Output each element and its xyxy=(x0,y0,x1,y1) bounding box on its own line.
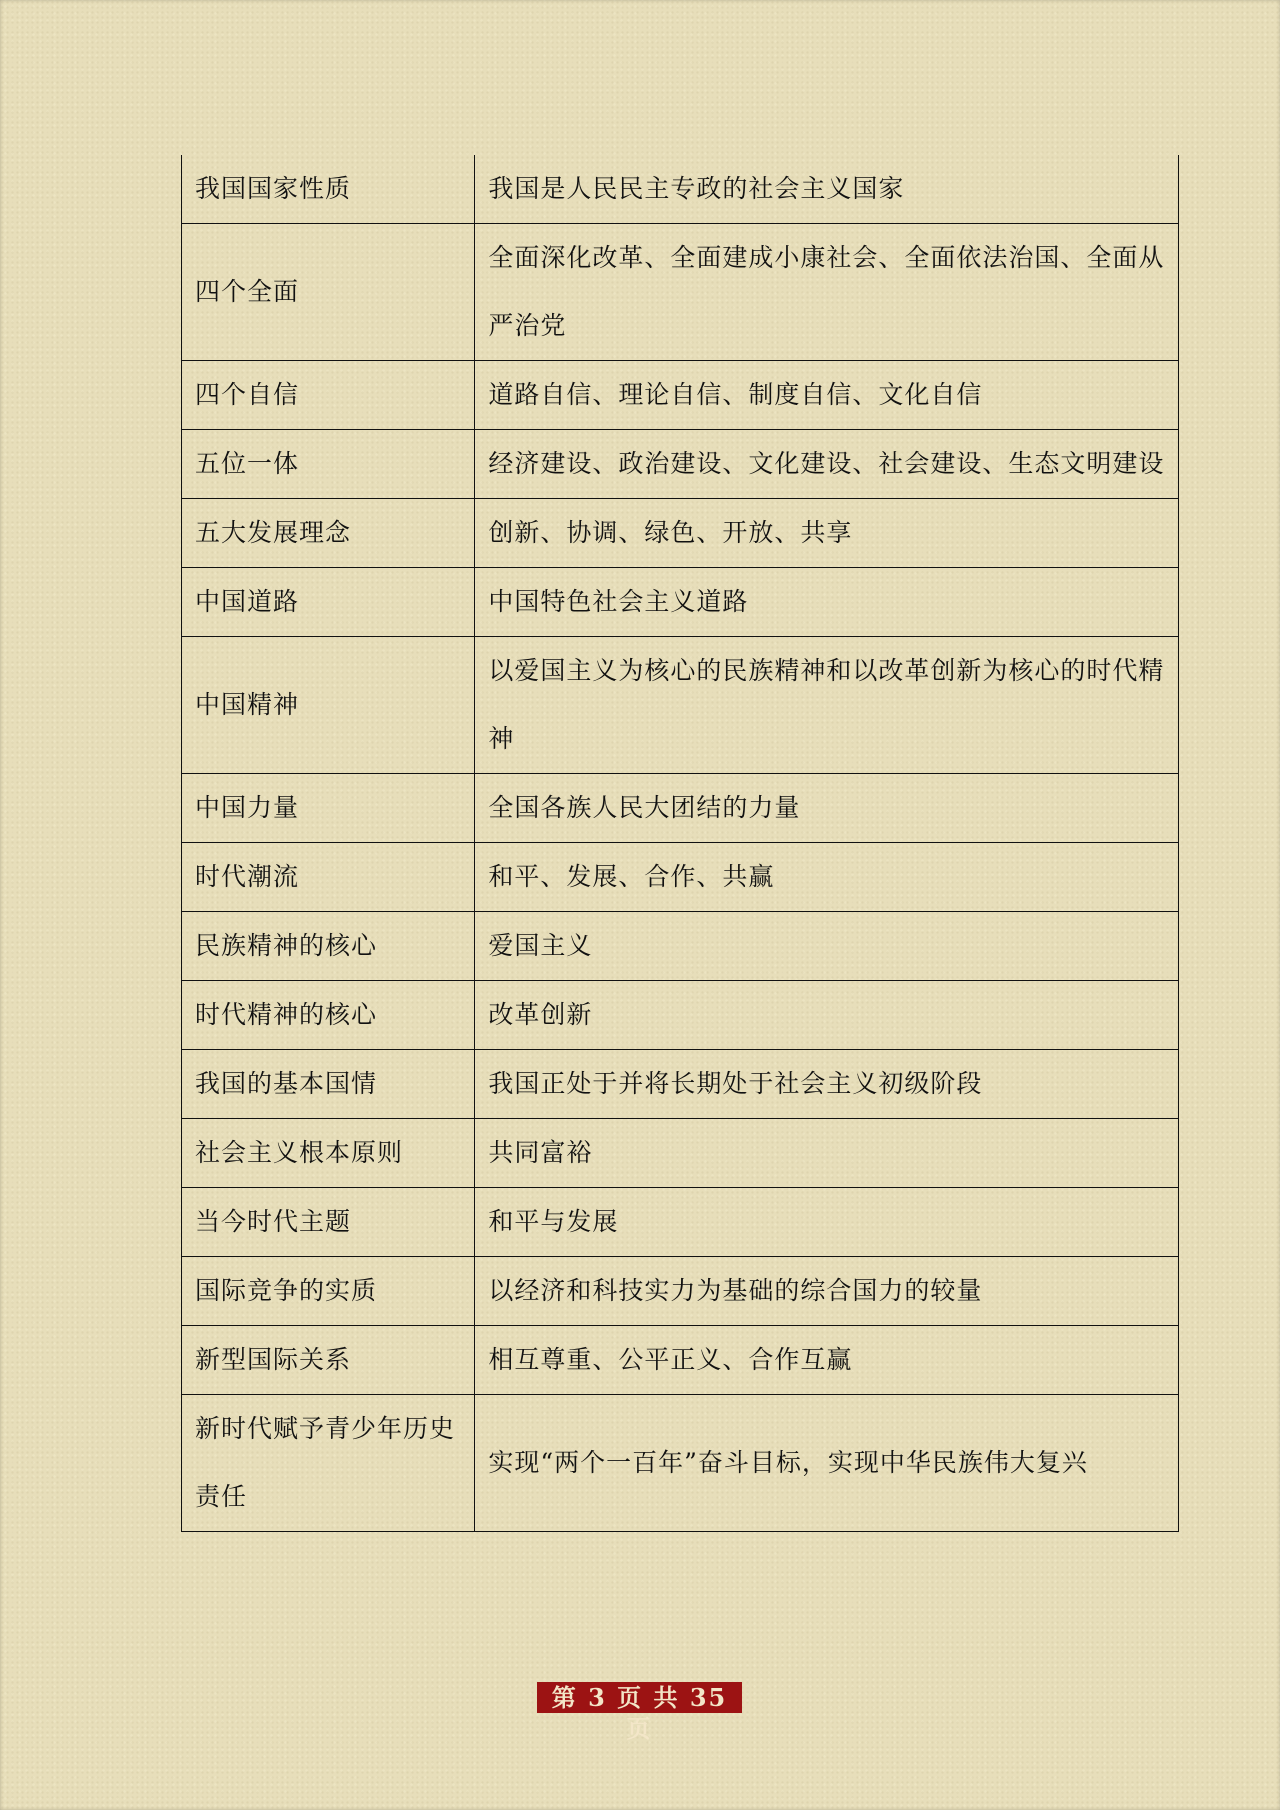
table-row xyxy=(182,568,1179,637)
definition-cell: 道路自信、理论自信、制度自信、文化自信 xyxy=(475,361,1179,430)
term-cell: 四个自信 xyxy=(182,361,475,430)
term-cell: 四个全面 xyxy=(182,224,475,361)
definition-cell: 以爱国主义为核心的民族精神和以改革创新为核心的时代精神 xyxy=(475,637,1179,774)
table-row xyxy=(182,1050,1179,1119)
term-cell: 社会主义根本原则 xyxy=(182,1119,475,1188)
definition-cell: 实现“两个一百年”奋斗目标，实现中华民族伟大复兴 xyxy=(475,1395,1179,1532)
term-cell: 五大发展理念 xyxy=(182,499,475,568)
table-row xyxy=(182,224,1179,361)
table-row xyxy=(182,361,1179,430)
term-cell: 五位一体 xyxy=(182,430,475,499)
definition-cell: 全面深化改革、全面建成小康社会、全面依法治国、全面从严治党 xyxy=(475,224,1179,361)
definition-cell: 以经济和科技实力为基础的综合国力的较量 xyxy=(475,1257,1179,1326)
term-cell: 我国国家性质 xyxy=(182,155,475,224)
definition-cell: 我国正处于并将长期处于社会主义初级阶段 xyxy=(475,1050,1179,1119)
table-row xyxy=(182,430,1179,499)
definition-cell: 中国特色社会主义道路 xyxy=(475,568,1179,637)
table-row xyxy=(182,774,1179,843)
definition-cell: 共同富裕 xyxy=(475,1119,1179,1188)
table-row xyxy=(182,1188,1179,1257)
term-cell: 时代精神的核心 xyxy=(182,981,475,1050)
term-cell: 新型国际关系 xyxy=(182,1326,475,1395)
definition-cell: 全国各族人民大团结的力量 xyxy=(475,774,1179,843)
term-cell: 中国力量 xyxy=(182,774,475,843)
table-row xyxy=(182,843,1179,912)
table-row xyxy=(182,1119,1179,1188)
page-number-badge: 第 3 页 共 35 页 xyxy=(537,1682,742,1713)
definition-cell: 爱国主义 xyxy=(475,912,1179,981)
term-cell: 我国的基本国情 xyxy=(182,1050,475,1119)
definition-cell: 改革创新 xyxy=(475,981,1179,1050)
table-row xyxy=(182,912,1179,981)
definition-cell: 经济建设、政治建设、文化建设、社会建设、生态文明建设 xyxy=(475,430,1179,499)
table-row xyxy=(182,637,1179,774)
terms-table xyxy=(181,155,1179,1532)
table-row xyxy=(182,155,1179,224)
definition-cell: 创新、协调、绿色、开放、共享 xyxy=(475,499,1179,568)
table-body xyxy=(182,155,1179,1532)
term-cell: 新时代赋予青少年历史责任 xyxy=(182,1395,475,1532)
table-row xyxy=(182,981,1179,1050)
table-row xyxy=(182,1326,1179,1395)
term-cell: 中国精神 xyxy=(182,637,475,774)
table-row xyxy=(182,1257,1179,1326)
term-cell: 民族精神的核心 xyxy=(182,912,475,981)
table-row xyxy=(182,499,1179,568)
term-cell: 时代潮流 xyxy=(182,843,475,912)
definition-cell: 和平、发展、合作、共赢 xyxy=(475,843,1179,912)
term-cell: 当今时代主题 xyxy=(182,1188,475,1257)
definition-cell: 和平与发展 xyxy=(475,1188,1179,1257)
table-row xyxy=(182,1395,1179,1532)
term-cell: 中国道路 xyxy=(182,568,475,637)
definition-cell: 我国是人民民主专政的社会主义国家 xyxy=(475,155,1179,224)
term-cell: 国际竞争的实质 xyxy=(182,1257,475,1326)
definition-cell: 相互尊重、公平正义、合作互赢 xyxy=(475,1326,1179,1395)
